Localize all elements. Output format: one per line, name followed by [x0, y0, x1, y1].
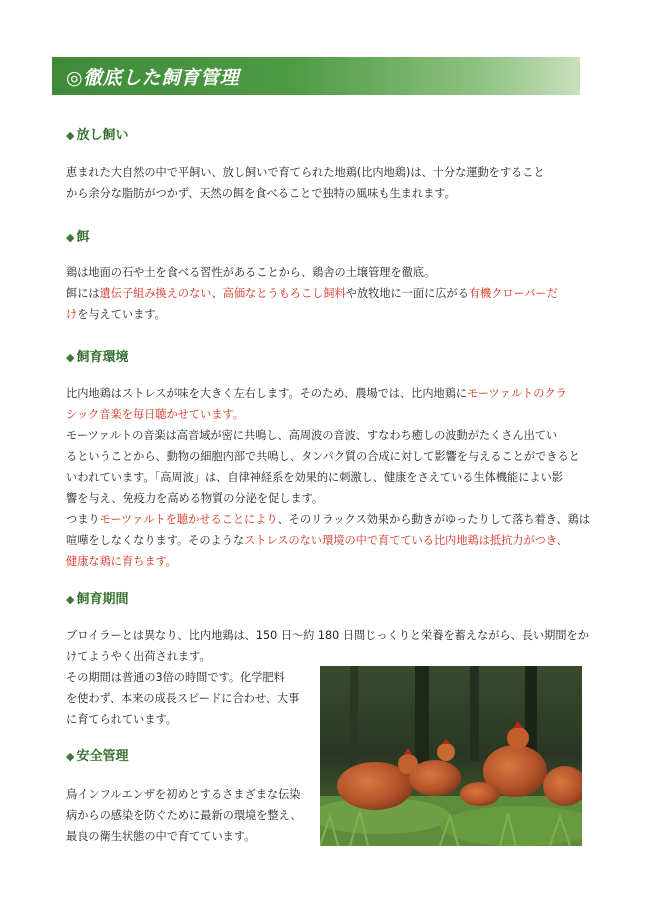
heading-free-range: ◆ 放し飼い	[66, 128, 129, 143]
banner-title: ◎徹底した飼育管理	[66, 66, 240, 89]
chicken-photo	[320, 666, 582, 846]
paragraph-environment: 比内地鶏はストレスが味を大きく左右します。そのため、農場では、比内地鶏にモーツァルトのクラ シック音楽を毎日聴かせています。 モーツァルトの音楽は高音域が密に共鳴し、高周波の音波、すなわち癒しの波動がたくさん出てい るということから、動物の細胞内部で共鳴し、タンパク質の合成に対して影響を与えることができると いわれています。「高周波」は、自律神経系を効果的に刺激し、健康をさえている生体機能によい影 響を与え、免疫力を高める物質の分泌を促します。 つまりモーツァルトを聴かせることにより、そのリラックス効果から動きがゆったりして落ち着き、鶏は 喧嘩をしなくなります。そのようなストレスのない環境の中で育てている比内地鶏は抵抗力がつき、 健康な鶏に育ちます。	[66, 387, 590, 568]
heading-safety: ◆ 安全管理	[66, 749, 129, 764]
heading-period: ◆ 飼育期間	[66, 592, 129, 607]
diamond-bullet-icon: ◆	[66, 593, 75, 606]
heading-feed: ◆ 餌	[66, 230, 90, 245]
diamond-bullet-icon: ◆	[66, 129, 75, 142]
heading-environment: ◆ 飼育環境	[66, 350, 129, 365]
diamond-bullet-icon: ◆	[66, 750, 75, 763]
diamond-bullet-icon: ◆	[66, 351, 75, 364]
paragraph-safety: 鳥インフルエンザを初めとするさまざまな伝染 病からの感染を防ぐために最新の環境を整え、 最良の衛生状態の中で育てています。	[66, 788, 302, 843]
paragraph-feed: 鶏は地面の石や土を食べる習性があることから、鶏舎の土壌管理を徹底。 餌には遺伝子組み換えのない、高価なとうもろこし飼料や放牧地に一面に広がる有機クローバーだ けを与えています。	[66, 266, 558, 321]
section-banner	[52, 57, 580, 95]
diamond-bullet-icon: ◆	[66, 231, 75, 244]
paragraph-free-range: 恵まれた大自然の中で平飼い、放し飼いで育てられた地鶏(比内地鶏)は、十分な運動をすること から余分な脂肪がつかず、天然の餌を食べることで独特の風味も生まれます。	[66, 166, 545, 200]
chicken-illustration	[320, 666, 582, 846]
paragraph-period: ブロイラーとは異なり、比内地鶏は、150 日～約 180 日間じっくりと栄養を蓄えながら、長い期間をか けてようやく出荷されます。 その期間は普通の3倍の時間です。化学肥料 を使わず、本来の成長スピードに合わせ、大事 に育てられています。	[66, 629, 589, 726]
